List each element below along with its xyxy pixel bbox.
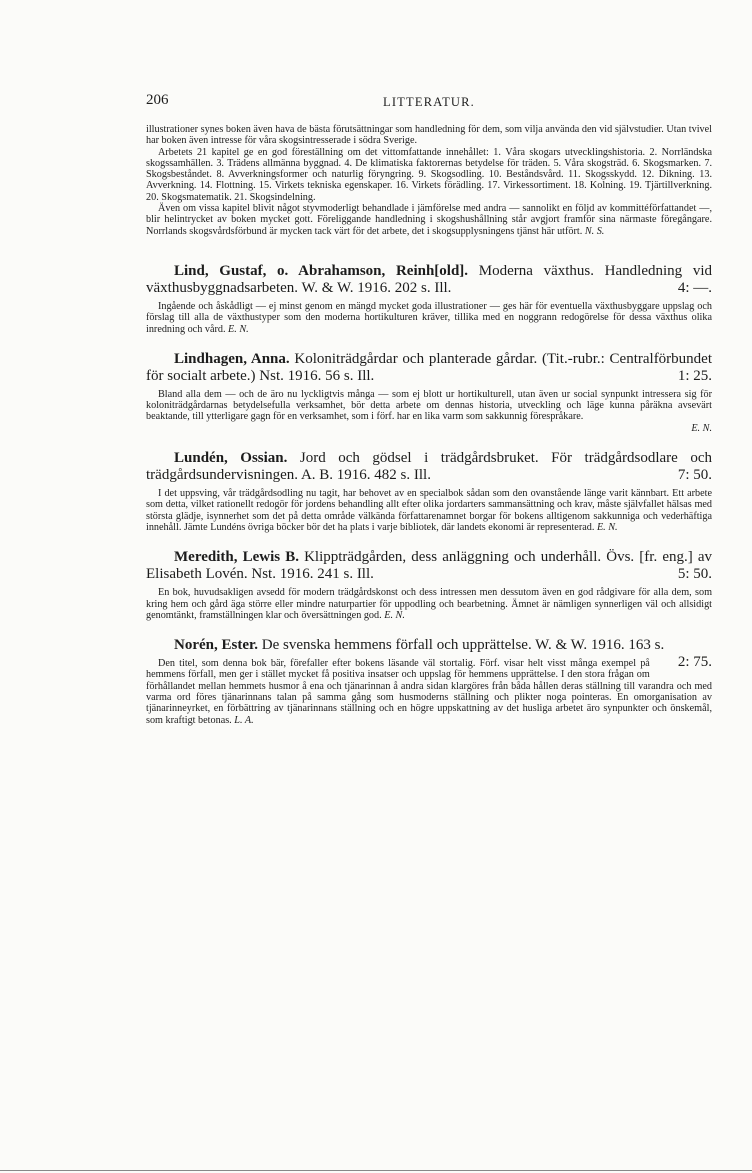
page-body xyxy=(146,124,712,726)
entry-title: De svenska hemmens förfall och upprättelse. W. & W. 1916. 163 s. xyxy=(261,637,665,654)
intro-paragraph: illustrationer synes boken även hava de bästa förutsättningar som handledning för dem, som vilja använda den vid självstudier. Utan tvivel har boken även intresse för våra skogsintresserade i södra Sverige. xyxy=(146,124,712,147)
entry-review: Bland alla dem — och de äro nu lyckligtvis många — som ej blott ur hortikulturell, utan även ur social synpunkt intressera sig för koloniträdgårdarnas betydelsefulla verksamhet, bör detta arbete om dennas historia, utveckling och läge kunna påräkna avsevärt beaktande, till ytterligare gagn för en verksamhet, som i förf. har en lika varm som sakkunnig förespråkare. E. N. xyxy=(146,388,712,434)
book-entry xyxy=(146,549,712,621)
page-number: 206 xyxy=(146,92,169,108)
entry-heading xyxy=(146,637,712,671)
entry-title: Koloniträdgårdar och planterade gårdar. (Tit.-rubr.: Centralförbundet för socialt arbete.) Nst. 1916. 56 s. Ill. xyxy=(146,350,713,384)
signature: E. N. xyxy=(228,323,249,335)
signature: E. N. xyxy=(596,521,618,533)
entry-price: 1: 25. xyxy=(677,367,712,384)
entry-price: 2: 75. xyxy=(677,654,712,671)
signature: N. S. xyxy=(584,225,605,237)
entry-title: Klippträdgården, dess anläggning och underhåll. Övs. [fr. eng.] av Elisabeth Lovén. Nst. 1916. 241 s. Ill. xyxy=(146,549,712,583)
entry-price: 5: 50. xyxy=(677,566,712,583)
entry-heading xyxy=(146,351,712,385)
entry-heading xyxy=(146,450,712,484)
entry-author: Lindhagen, Anna. xyxy=(174,350,290,367)
book-entry xyxy=(146,351,712,434)
entry-heading xyxy=(146,263,712,297)
entry-author: Meredith, Lewis B. xyxy=(174,549,299,566)
book-entry xyxy=(146,263,712,335)
signature: L. A. xyxy=(234,714,254,726)
entry-author: Lind, Gustaf, o. Abrahamson, Reinh[old]. xyxy=(174,262,469,279)
entry-review: Den titel, som denna bok bär, förefaller efter bokens läsande väl stortalig. Förf. visar helt visst många exempel på hemmens förfall, men ger i stället mycket få positiva insatser och uppslag för hemmens upprättelse. I den stora frågan om förhållandet mellan hemmets husmor å ena och tjänarinnan å andra sidan klargöres från båda hållen deras ställning till varandra och med varma ord föres tjänarinnans talan på samma gång som husmoderns ställning och plikter noga pointeras. En omorganisation av tjänarinneyrket, en förbättring av tjänarinnans ställning och en högre uppskattning av det husliga arbetet äro synpunkter och önskemål, som kraftigt betonas. L. A. xyxy=(146,658,712,726)
running-head: LITTERATUR. xyxy=(382,95,475,109)
entry-price: 4: —. xyxy=(677,279,712,296)
page-header xyxy=(146,92,712,116)
intro-contents-paragraph: Arbetets 21 kapitel ge en god föreställning om det vittomfattande innehållet: 1. Våra skogars utvecklingshistoria. 2. Norrländska skogssamhällen. 3. Trädens allmänna byggnad. 4. De klimatiska faktorernas betydelse för träden. 5. Våra skogsträd. 6. Skogsmarken. 7. Skogsbeståndet. 8. Avverkningsformer och naturlig föryngring. 9. Skogsodling. 10. Beståndsvård. 11. Skogsskydd. 12. Dikning. 13. Avverkning. 14. Flottning. 15. Virkets tekniska egenskaper. 16. Virkets förädling. 17. Virkessortiment. 18. Kolning. 19. Tjärtillverkning. 20. Skogsmatematik. 21. Skogsindelning. xyxy=(146,146,712,203)
entry-review: I det uppsving, vår trädgårdsodling nu tagit, har behovet av en specialbok sådan som den ovanstående länge varit kännbart. Ett arbete som detta, vilket rationellt redogör för jordens behandling allt efter olika jordarters sammansättning och krav, måste självfallet hälsas med största glädje, isynnerhet som det på detta område välkända författarenamnet borgar för bokens alltigenom sakkunniga och vederhäftiga innehåll. Jämte Lundéns övriga böcker bör det ha plats i varje bibliotek, där landets ekonomi är representerad. E. N. xyxy=(146,488,712,533)
book-entry xyxy=(146,450,712,533)
intro-evaluation-paragraph: Även om vissa kapitel blivit något styvmoderligt behandlade i jämförelse med andra — sannolikt en följd av kommittéförfattandet —, blir helintrycket av boken mycket gott. Föreliggande handledning i skogshushållning står avgjort framför sina närmaste föregångare. Norrlands skogsvårdsförbund är mycken tack värt för det arbete, det i skogsupplysningens tjänst här utfört. N. S. xyxy=(146,203,712,237)
entry-title: Moderna växthus. Handledning vid växthusbyggnadsarbeten. W. & W. 1916. 202 s. Ill. xyxy=(146,262,712,296)
signature: E. N. xyxy=(691,422,712,434)
entry-author: Norén, Ester. xyxy=(174,637,259,654)
scan-edge-rule xyxy=(0,1170,752,1171)
entry-author: Lundén, Ossian. xyxy=(174,450,288,467)
page xyxy=(146,92,712,726)
entry-review: Ingående och åskådligt — ej minst genom en mängd mycket goda illustrationer — ges här för eventuella växthusbyggare uppslag och förslag till alla de växthustyper som den moderna hortikulturen kräver, tillika med en noggrann redogörelse för dessa växthus olika inredning och vård. E. N. xyxy=(146,300,712,335)
entry-heading xyxy=(146,549,712,583)
entry-review: En bok, huvudsakligen avsedd för modern trädgårdskonst och dess intressen men dessutom även en god rådgivare för alla dem, som kring hem och gård äga större eller mindre naturpartier för uppodling och bearbetning. Ämnet är nämligen synnerligen väl och allsidigt genomtänkt, framställningen klar och översättningen god. E. N. xyxy=(146,587,712,621)
book-entry xyxy=(146,637,712,726)
entry-price: 7: 50. xyxy=(677,467,712,484)
signature: E. N. xyxy=(384,609,405,621)
entry-title: Jord och gödsel i trädgårdsbruket. För trädgårdsodlare och trädgårdsundervisningen. A. B. 1916. 482 s. Ill. xyxy=(146,450,712,484)
